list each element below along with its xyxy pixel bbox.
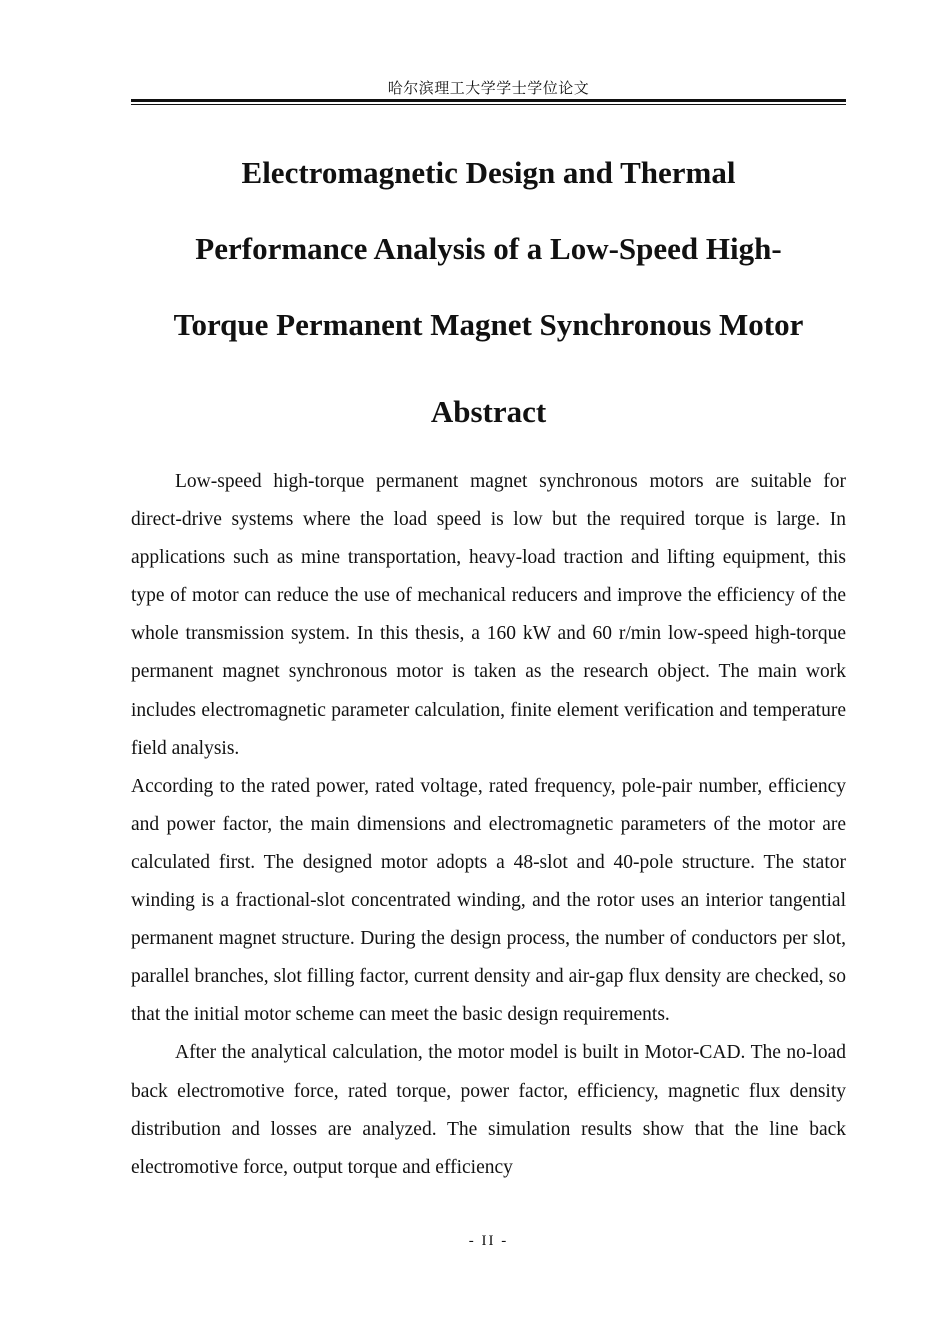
abstract-paragraph-1: Low-speed high-torque permanent magnet synchronous motors are suitable for direct-drive systems where the load speed is low but the required torque is large. In applications such as mine transportation, heavy-load traction and lifting equipment, this type of motor can reduce the use of mechanical reducers and improve the efficiency of the whole transmission system. In this thesis, a 160 kW and 60 r/min low-speed high-torque permanent magnet synchronous motor is taken as the research object. The main work includes electromagnetic parameter calculation, finite element verification and temperature field analysis. [131, 471, 846, 759]
abstract-paragraph-3: After the analytical calculation, the motor model is built in Motor-CAD. The no-load back electromotive force, rated torque, power factor, efficiency, magnetic flux density distribution and losses are analyzed. The simulation results show that the line back electromotive force, output torque and efficiency [131, 1042, 846, 1178]
page-number: - II - [468, 1233, 509, 1249]
title-line-2: Performance Analysis of a Low-Speed High- [195, 231, 782, 266]
header-rule-thin [131, 104, 846, 105]
abstract-heading: Abstract [430, 394, 547, 429]
title-line-3: Torque Permanent Magnet Synchronous Motor [173, 307, 804, 342]
header-rule-thick [131, 99, 846, 102]
title-line-1: Electromagnetic Design and Thermal [241, 155, 736, 190]
abstract-body [131, 463, 846, 1187]
thesis-title [131, 153, 846, 381]
running-header: 哈尔滨理工大学学士学位论文 [387, 79, 590, 97]
abstract-paragraph-2: According to the rated power, rated voltage, rated frequency, pole-pair number, efficiency and power factor, the main dimensions and electromagnetic parameters of the motor are calculated first. The designed motor adopts a 48-slot and 40-pole structure. The stator winding is a fractional-slot concentrated winding, and the rotor uses an interior tangential permanent magnet structure. During the design process, the number of conductors per slot, parallel branches, slot filling factor, current density and air-gap flux density are checked, so that the initial motor scheme can meet the basic design requirements. [131, 775, 846, 1026]
